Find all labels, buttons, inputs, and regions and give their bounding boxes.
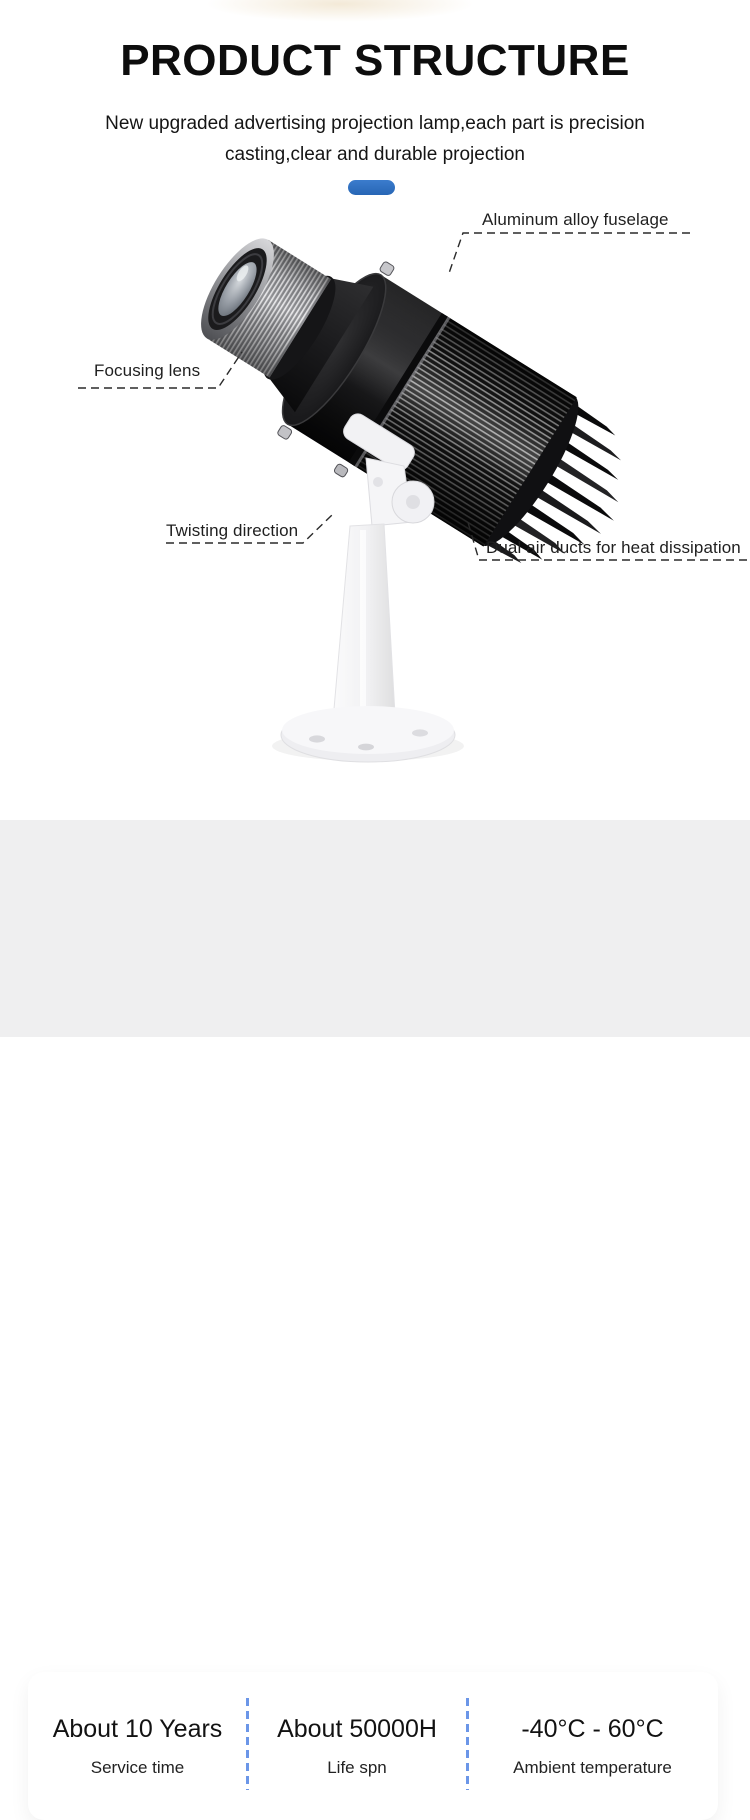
product-photo [110,230,630,790]
callout-focusing-lens: Focusing lens [94,361,201,380]
spec-label: Service time [90,1757,185,1777]
accent-pill-decoration [348,180,395,195]
top-glow-decoration [205,0,475,22]
spec-card [28,1672,718,1820]
page-title: PRODUCT STRUCTURE [120,36,630,85]
spec-value: About 10 Years [52,1714,223,1743]
subtitle-line-2: casting,clear and durable projection [225,143,525,165]
page-subtitle [0,109,750,170]
spec-value: -40°C - 60°C [521,1714,664,1743]
spec-ambient-temperature [467,1672,718,1820]
spec-label: Life spn [327,1757,387,1777]
callout-twisting-direction: Twisting direction [166,521,299,540]
subtitle-line-1: New upgraded advertising projection lamp,each part is precision [105,113,645,134]
spec-band [0,820,750,1777]
callout-dual-air-ducts: Dual air ducts for heat dissipation [486,538,741,557]
spec-value: About 50000H [277,1714,437,1743]
callout-aluminum-alloy-fuselage: Aluminum alloy fuselage [482,210,669,229]
spec-service-time [28,1672,247,1820]
spec-label: Ambient temperature [513,1757,672,1777]
spec-life-span [247,1672,467,1820]
